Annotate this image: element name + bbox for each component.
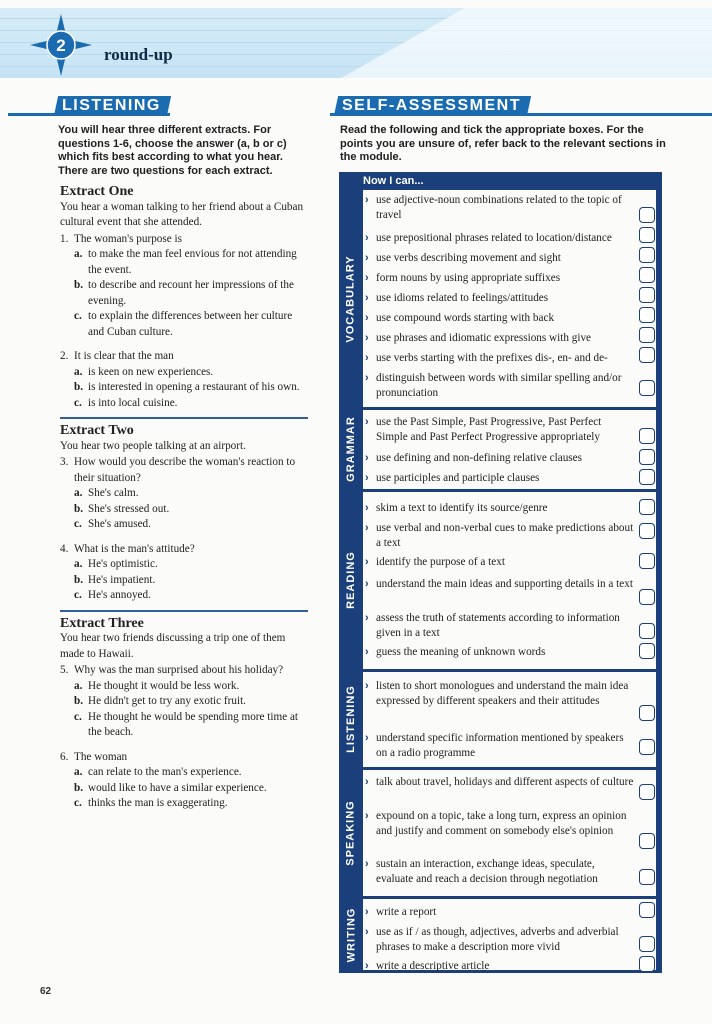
question: 5. Why was the man surprised about his holiday? [60, 664, 284, 676]
question: 4. What is the man's attitude? [60, 542, 195, 555]
answer-option: c. is into local cuisine. [74, 396, 178, 409]
compass-star-icon [30, 14, 92, 76]
chevron-right-icon: › [365, 452, 369, 464]
section-divider [363, 896, 662, 899]
question: 1. The woman's purpose is [60, 232, 182, 245]
can-do-item: › use as if / as though, adjectives, adverbs and adverbial phrases to make a description more vivid [365, 925, 643, 956]
self-assessment-heading: SELF-ASSESSMENT [334, 96, 531, 116]
checkbox-icon[interactable] [639, 553, 655, 569]
checkbox-icon[interactable] [639, 227, 655, 243]
can-do-item: › distinguish between words with similar spelling and/or pronunciation [365, 371, 643, 402]
chevron-right-icon: › [365, 926, 369, 938]
checkbox-icon[interactable] [639, 499, 655, 515]
module-star-badge [30, 14, 92, 76]
answer-option: a. to make the man feel envious for not attending the event. [74, 248, 297, 276]
can-do-item: › sustain an interaction, exchange ideas, speculate, evaluate and reach a decision through negotiation [365, 857, 643, 888]
extract-divider [60, 417, 308, 419]
checkbox-icon[interactable] [639, 523, 655, 539]
extract-title: Extract Two [60, 423, 134, 438]
chevron-right-icon: › [365, 906, 369, 918]
chevron-right-icon: › [365, 646, 369, 658]
checkbox-icon[interactable] [639, 380, 655, 396]
extract-divider [60, 610, 308, 612]
answer-option: a. She's calm. [74, 487, 139, 499]
panel-header: Now I can... [363, 175, 424, 187]
answer-option: a. He's optimistic. [74, 558, 158, 570]
can-do-item: › listen to short monologues and understand the main idea expressed by different speakers and their attitudes [365, 679, 643, 710]
extract-context: You hear two friends discussing a trip one of them made to Hawaii. [60, 632, 286, 660]
can-do-item: › use prepositional phrases related to location/distance [365, 231, 643, 246]
checkbox-icon[interactable] [639, 956, 655, 972]
extract-context: You hear two people talking at an airport. [60, 439, 246, 452]
can-do-item: › use the Past Simple, Past Progressive, Past Perfect Simple and Past Perfect Progressive appropriately [365, 415, 643, 446]
checkbox-icon[interactable] [639, 936, 655, 952]
answer-option: c. He thought he would be spending more time at the beach. [74, 710, 299, 738]
can-do-item: › use verbs starting with the prefixes dis-, en- and de- [365, 351, 643, 366]
checkbox-icon[interactable] [639, 267, 655, 283]
can-do-item: › skim a text to identify its source/genre [365, 501, 643, 516]
can-do-item: › use compound words starting with back [365, 311, 643, 326]
listening-column [60, 182, 310, 812]
can-do-item: › talk about travel, holidays and different aspects of culture [365, 775, 643, 790]
chevron-right-icon: › [365, 502, 369, 514]
can-do-item: › use verbal and non-verbal cues to make predictions about a text [365, 521, 643, 552]
section-label-reading: READING [345, 551, 358, 609]
checkbox-icon[interactable] [639, 287, 655, 303]
chevron-right-icon: › [365, 810, 369, 822]
section-label-grammar: GRAMMAR [345, 416, 358, 482]
can-do-item: › use defining and non-defining relative clauses [365, 451, 643, 466]
can-do-item: › use idioms related to feelings/attitudes [365, 291, 643, 306]
chevron-right-icon: › [365, 332, 369, 344]
answer-option: b. He didn't get to try any exotic fruit. [74, 695, 246, 707]
question: 6. The woman [60, 750, 128, 763]
checkbox-icon[interactable] [639, 347, 655, 363]
chevron-right-icon: › [365, 612, 369, 624]
section-label-listening: LISTENING [345, 685, 358, 753]
chevron-right-icon: › [365, 522, 369, 534]
checkbox-icon[interactable] [639, 784, 655, 800]
checkbox-icon[interactable] [639, 247, 655, 263]
chevron-right-icon: › [365, 416, 369, 428]
answer-option: a. can relate to the man's experience. [74, 766, 242, 778]
answer-option: c. thinks the man is exaggerating. [74, 797, 228, 809]
page-number: 62 [40, 986, 52, 997]
extract-title: Extract One [60, 184, 134, 199]
chevron-right-icon: › [365, 578, 369, 590]
section-divider [363, 669, 662, 672]
section-label-vocabulary: VOCABULARY [345, 255, 357, 343]
listening-intro: You will hear three different extracts. For questions 1-6, choose the answer (a, b or c) which fits best according to what you hear. There are two questions for each extract. [58, 124, 287, 177]
checkbox-icon[interactable] [639, 869, 655, 885]
can-do-item: › use adjective-noun combinations related to the topic of travel [365, 193, 643, 224]
answer-option: b. He's impatient. [74, 573, 156, 586]
checkbox-icon[interactable] [639, 902, 655, 918]
question: 3. How would you describe the woman's reaction to their situation? [60, 456, 296, 484]
can-do-item: › identify the purpose of a text [365, 555, 643, 570]
checkbox-icon[interactable] [639, 469, 655, 485]
section-label-speaking: SPEAKING [345, 799, 357, 866]
self-assessment-intro: Read the following and tick the appropriate boxes. For the points you are unsure of, refer back to the relevant sections in the module. [340, 124, 666, 163]
checkbox-icon[interactable] [639, 307, 655, 323]
answer-option: c. He's annoyed. [74, 589, 151, 601]
chevron-right-icon: › [365, 680, 369, 692]
checkbox-icon[interactable] [639, 705, 655, 721]
can-do-item: › assess the truth of statements according to information given in a text [365, 611, 643, 642]
checkbox-icon[interactable] [639, 623, 655, 639]
checkbox-icon[interactable] [639, 207, 655, 223]
checkbox-icon[interactable] [639, 833, 655, 849]
can-do-item: › understand specific information mentioned by speakers on a radio programme [365, 731, 643, 762]
chevron-right-icon: › [365, 252, 369, 264]
can-do-item: › use phrases and idiomatic expressions with give [365, 331, 643, 346]
can-do-item: › write a report [365, 905, 643, 920]
chevron-right-icon: › [365, 352, 369, 364]
module-number: 2 [56, 36, 66, 55]
can-do-item: › understand the main ideas and supporting details in a text [365, 577, 643, 592]
answer-option: b. is interested in opening a restaurant of his own. [74, 381, 300, 393]
answer-option: c. She's amused. [74, 518, 151, 530]
listening-heading: LISTENING [54, 96, 171, 116]
chevron-right-icon: › [365, 858, 369, 870]
answer-option: a. He thought it would be less work. [74, 679, 240, 692]
can-do-item: › expound on a topic, take a long turn, express an opinion and justify and comment on somebody else's opinion [365, 809, 643, 840]
chevron-right-icon: › [365, 194, 369, 206]
can-do-item: › use verbs describing movement and sight [365, 251, 643, 266]
section-divider [363, 489, 662, 492]
chevron-right-icon: › [365, 232, 369, 244]
answer-option: b. would like to have a similar experience. [74, 781, 267, 794]
answer-option: b. to describe and recount her impressions of the evening. [74, 279, 294, 307]
checkbox-icon[interactable] [639, 589, 655, 605]
chevron-right-icon: › [365, 472, 369, 484]
checkbox-icon[interactable] [639, 327, 655, 343]
checkbox-icon[interactable] [639, 428, 655, 444]
chevron-right-icon: › [365, 372, 369, 384]
can-do-item: › guess the meaning of unknown words [365, 645, 643, 660]
checkbox-icon[interactable] [639, 643, 655, 659]
section-divider [363, 407, 662, 410]
can-do-item: › write a descriptive article [365, 959, 643, 974]
answer-option: c. to explain the differences between her culture and Cuban culture. [74, 310, 293, 338]
can-do-item: › use participles and participle clauses [365, 471, 643, 486]
self-assessment-panel [339, 172, 662, 973]
checkbox-icon[interactable] [639, 739, 655, 755]
question: 2. It is clear that the man [60, 350, 174, 362]
extract-title: Extract Three [60, 615, 144, 631]
chevron-right-icon: › [365, 312, 369, 324]
section-label-writing: WRITING [345, 907, 358, 963]
chevron-right-icon: › [365, 292, 369, 304]
section-divider [363, 767, 662, 770]
can-do-item: › form nouns by using appropriate suffixes [365, 271, 643, 286]
extract-context: You hear a woman talking to her friend about a Cuban cultural event that she attended. [60, 200, 304, 228]
chevron-right-icon: › [365, 960, 369, 972]
chevron-right-icon: › [365, 732, 369, 744]
answer-option: a. is keen on new experiences. [74, 365, 214, 378]
chevron-right-icon: › [365, 556, 369, 568]
chevron-right-icon: › [365, 272, 369, 284]
checkbox-icon[interactable] [639, 449, 655, 465]
answer-option: b. She's stressed out. [74, 502, 170, 515]
chevron-right-icon: › [365, 776, 369, 788]
page-title: round-up [104, 45, 173, 64]
